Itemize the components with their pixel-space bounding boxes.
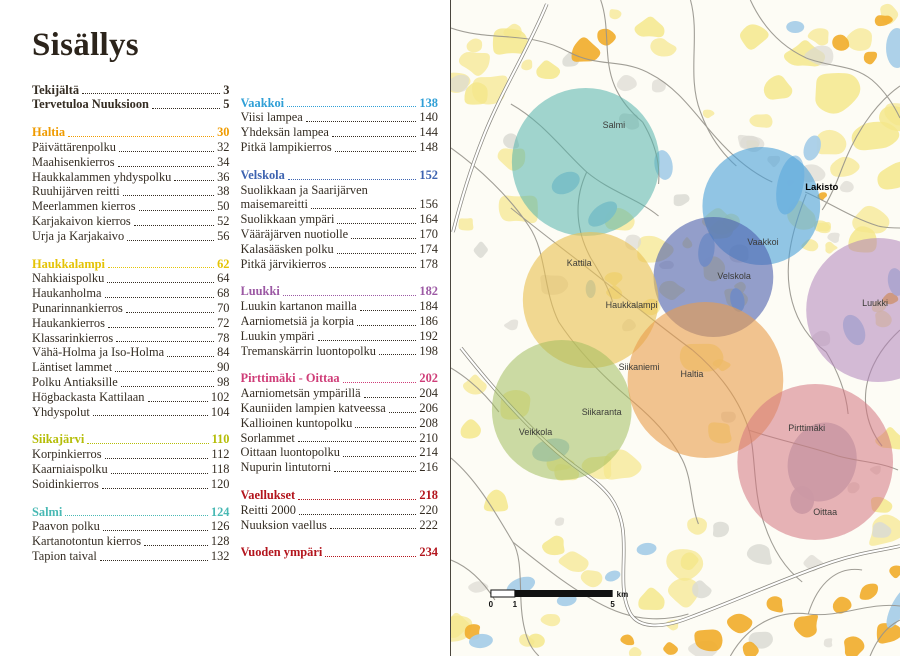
toc-entry-viisi-lampea: Viisi lampea 140 bbox=[240, 110, 438, 125]
leader-dots bbox=[355, 427, 416, 428]
toc-entry-luukin-ymp-ri: Luukin ympäri 192 bbox=[240, 328, 438, 343]
toc-entry-aarniometsi-ja-korpia: Aarniometsiä ja korpia 186 bbox=[240, 314, 438, 328]
map-label-velskola: Velskola bbox=[717, 270, 751, 282]
map-label-haltia: Haltia bbox=[680, 368, 704, 380]
toc-entry-paavon-polku: Paavon polku 126 bbox=[32, 519, 230, 534]
toc-entry-nupurin-lintutorni: Nupurin lintutorni 216 bbox=[240, 460, 438, 475]
leader-dots bbox=[103, 530, 208, 531]
leader-dots bbox=[65, 515, 208, 516]
leader-dots bbox=[100, 560, 208, 561]
toc-entry-karjakaivon-kierros: Karjakaivon kierros 52 bbox=[32, 214, 230, 229]
toc-entry-tremansk-rrin-luontopolku: Tremanskärrin luontopolku 198 bbox=[240, 343, 438, 358]
toc-entry-yhdeks-n-lampea: Yhdeksän lampea 144 bbox=[240, 125, 438, 140]
map-label-vaakkoi: Vaakkoi bbox=[747, 236, 779, 248]
toc-entry-v-h-holma-ja-iso-holma: Vähä-Holma ja Iso-Holma 84 bbox=[32, 345, 230, 360]
toc-entry-kartanotontun-kierros: Kartanotontun kierros 128 bbox=[32, 534, 230, 549]
map-label-lakisto: Lakisto bbox=[805, 181, 839, 194]
map-label-kattila: Kattila bbox=[566, 257, 592, 269]
leader-dots bbox=[332, 136, 416, 137]
toc-entry-v-r-j-rven-nuotiolle: Vääräjärven nuotiolle 170 bbox=[240, 227, 438, 242]
leader-dots bbox=[127, 240, 214, 241]
toc-section-haltia: Haltia 30 bbox=[32, 125, 230, 140]
leader-dots bbox=[111, 473, 209, 474]
toc-entry-haukkalammen-yhdyspolku: Haukkalammen yhdyspolku 36 bbox=[32, 169, 230, 184]
toc-section-luukki: Luukki 182 bbox=[240, 284, 438, 299]
toc-section-pirttim-ki-oittaa: Pirttimäki - Oittaa 202 bbox=[240, 371, 438, 386]
leader-dots bbox=[144, 545, 208, 546]
leader-dots bbox=[351, 238, 416, 239]
toc-entry-kalas-sken-polku: Kalasääsken polku 174 bbox=[240, 241, 438, 256]
leader-dots bbox=[337, 253, 417, 254]
toc-entry-meerlammen-kierros: Meerlammen kierros 50 bbox=[32, 199, 230, 214]
leader-dots bbox=[167, 356, 214, 357]
leader-dots bbox=[82, 93, 220, 94]
map-label-luukki: Luukki bbox=[862, 297, 889, 309]
leader-dots bbox=[343, 382, 417, 383]
toc-entry-yhdyspolut: Yhdyspolut 104 bbox=[32, 404, 230, 419]
leader-dots bbox=[126, 312, 214, 313]
leader-dots bbox=[105, 458, 209, 459]
toc-column-2 bbox=[241, 83, 439, 564]
toc-entry-kaarniaispolku: Kaarniaispolku 118 bbox=[32, 461, 230, 476]
leader-dots bbox=[116, 341, 214, 342]
leader-dots bbox=[115, 371, 214, 372]
toc-entry-korpinkierros: Korpinkierros 112 bbox=[32, 447, 230, 462]
leader-dots bbox=[105, 297, 215, 298]
map-region-circle-salmi bbox=[512, 88, 660, 236]
leader-dots bbox=[287, 106, 416, 107]
toc-entry-maisemareitti: maisemareitti 156 bbox=[240, 197, 438, 212]
leader-dots bbox=[299, 514, 416, 515]
toc-section-vaakkoi: Vaakkoi 138 bbox=[240, 95, 438, 110]
toc-entry-luukin-kartanon-mailla: Luukin kartanon mailla 184 bbox=[240, 299, 438, 314]
scale-tick: 5 bbox=[610, 599, 615, 610]
toc-entry-haukankierros: Haukankierros 72 bbox=[32, 315, 230, 330]
toc-entry-reitti-2000: Reitti 2000 220 bbox=[240, 502, 438, 517]
toc-entry-oittaan-luontopolku: Oittaan luontopolku 214 bbox=[240, 445, 438, 460]
leader-dots bbox=[121, 386, 214, 387]
leader-dots bbox=[68, 136, 214, 137]
leader-dots bbox=[379, 354, 416, 355]
leader-dots bbox=[102, 488, 208, 489]
leader-dots bbox=[134, 225, 214, 226]
leader-dots bbox=[123, 195, 214, 196]
toc-entry-h-gbackasta-kattilaan: Högbackasta Kattilaan 102 bbox=[32, 389, 230, 404]
toc-section-salmi: Salmi 124 bbox=[32, 504, 230, 519]
toc-entry-l-ntiset-lammet: Läntiset lammet 90 bbox=[32, 360, 230, 375]
toc-entry-polku-antiaksille: Polku Antiaksille 98 bbox=[32, 374, 230, 389]
toc-entry-pitk-j-rvikierros: Pitkä järvikierros 178 bbox=[240, 256, 438, 271]
leader-dots bbox=[335, 151, 417, 152]
toc-entry-aarniomets-n-ymp-rill: Aarniometsän ympärillä 204 bbox=[240, 386, 438, 401]
toc-entry-sorlammet: Sorlammet 210 bbox=[240, 430, 438, 445]
toc-entry-maahisenkierros: Maahisenkierros 34 bbox=[32, 154, 230, 169]
scale-tick: 0 bbox=[488, 599, 494, 610]
leader-dots bbox=[306, 121, 417, 122]
toc-section-haukkalampi: Haukkalampi 62 bbox=[32, 256, 230, 271]
leader-dots bbox=[148, 401, 208, 402]
toc-section-velskola: Velskola 152 bbox=[240, 167, 438, 182]
leader-dots bbox=[87, 443, 208, 444]
nuuksio-area-map bbox=[451, 0, 900, 656]
toc-column-1 bbox=[32, 83, 230, 564]
map-label-veikkola: Veikkola bbox=[518, 426, 553, 438]
toc-entry-soidinkierros: Soidinkierros 120 bbox=[32, 476, 230, 491]
toc-entry-tapion-taival: Tapion taival 132 bbox=[32, 548, 230, 563]
toc-section-vaellukset: Vaellukset 218 bbox=[240, 487, 438, 502]
toc-entry-kauniiden-lampien-katveessa: Kauniiden lampien katveessa 206 bbox=[240, 400, 438, 415]
leader-dots bbox=[311, 208, 416, 209]
leader-dots bbox=[360, 310, 417, 311]
leader-dots bbox=[357, 325, 416, 326]
leader-dots bbox=[298, 441, 417, 442]
leader-dots bbox=[93, 415, 208, 416]
page-title: Sisällys bbox=[32, 27, 139, 63]
toc-entry-haukanholma: Haukanholma 68 bbox=[32, 286, 230, 301]
map-label-haukkalampi: Haukkalampi bbox=[605, 299, 658, 311]
leader-dots bbox=[330, 528, 417, 529]
leader-dots bbox=[108, 327, 214, 328]
toc-entry-nahkiaispolku: Nahkiaispolku 64 bbox=[32, 271, 230, 286]
map-page bbox=[450, 0, 900, 656]
toc-section-siikaj-rvi: Siikajärvi 110 bbox=[32, 432, 230, 447]
leader-dots bbox=[283, 295, 417, 296]
toc-entry-continued: Suolikkaan ja Saarijärven bbox=[240, 182, 368, 197]
toc-front-tervetuloa-nuuksioon: Tervetuloa Nuuksioon 5 bbox=[32, 97, 230, 112]
toc-entry-suolikkaan-ymp-ri: Suolikkaan ympäri 164 bbox=[240, 212, 438, 227]
leader-dots bbox=[152, 108, 220, 109]
leader-dots bbox=[337, 223, 416, 224]
toc-front-tekij-lt: Tekijältä 3 bbox=[32, 82, 230, 97]
map-label-pirttimaki: Pirttimäki bbox=[788, 422, 826, 434]
toc-entry-klassarinkierros: Klassarinkierros 78 bbox=[32, 330, 230, 345]
leader-dots bbox=[107, 282, 214, 283]
toc-entry-nuuksion-vaellus: Nuuksion vaellus 222 bbox=[240, 517, 438, 532]
leader-dots bbox=[334, 471, 416, 472]
leader-dots bbox=[174, 180, 214, 181]
toc-entry-punarinnankierros: Punarinnankierros 70 bbox=[32, 301, 230, 315]
leader-dots bbox=[343, 456, 416, 457]
leader-dots bbox=[325, 556, 416, 557]
toc-entry-ruuhij-rven-reitti: Ruuhijärven reitti 38 bbox=[32, 184, 230, 199]
leader-dots bbox=[389, 412, 417, 413]
toc-entry-kallioinen-kuntopolku: Kallioinen kuntopolku 208 bbox=[240, 415, 438, 430]
leader-dots bbox=[139, 210, 215, 211]
map-label-siikaniemi: Siikaniemi bbox=[618, 361, 660, 373]
leader-dots bbox=[364, 397, 417, 398]
leader-dots bbox=[118, 166, 215, 167]
toc-entry-p-iv-tt-renpolku: Päivättärenpolku 32 bbox=[32, 140, 230, 155]
toc-entry-urja-ja-karjakaivo: Urja ja Karjakaivo 56 bbox=[32, 228, 230, 243]
toc bbox=[32, 83, 438, 564]
toc-entry-pitk-lampikierros: Pitkä lampikierros 148 bbox=[240, 140, 438, 155]
leader-dots bbox=[298, 499, 416, 500]
scale-unit: km bbox=[616, 589, 629, 600]
map-label-oittaa: Oittaa bbox=[813, 506, 838, 518]
map-label-salmi: Salmi bbox=[602, 119, 626, 131]
leader-dots bbox=[318, 340, 417, 341]
scale-tick: 1 bbox=[512, 599, 518, 610]
toc-section-vuoden-ymp-ri: Vuoden ympäri 234 bbox=[240, 545, 438, 560]
leader-dots bbox=[329, 267, 416, 268]
map-label-siikaranta: Siikaranta bbox=[581, 406, 622, 418]
leader-dots bbox=[108, 267, 214, 268]
leader-dots bbox=[119, 151, 214, 152]
leader-dots bbox=[288, 179, 417, 180]
